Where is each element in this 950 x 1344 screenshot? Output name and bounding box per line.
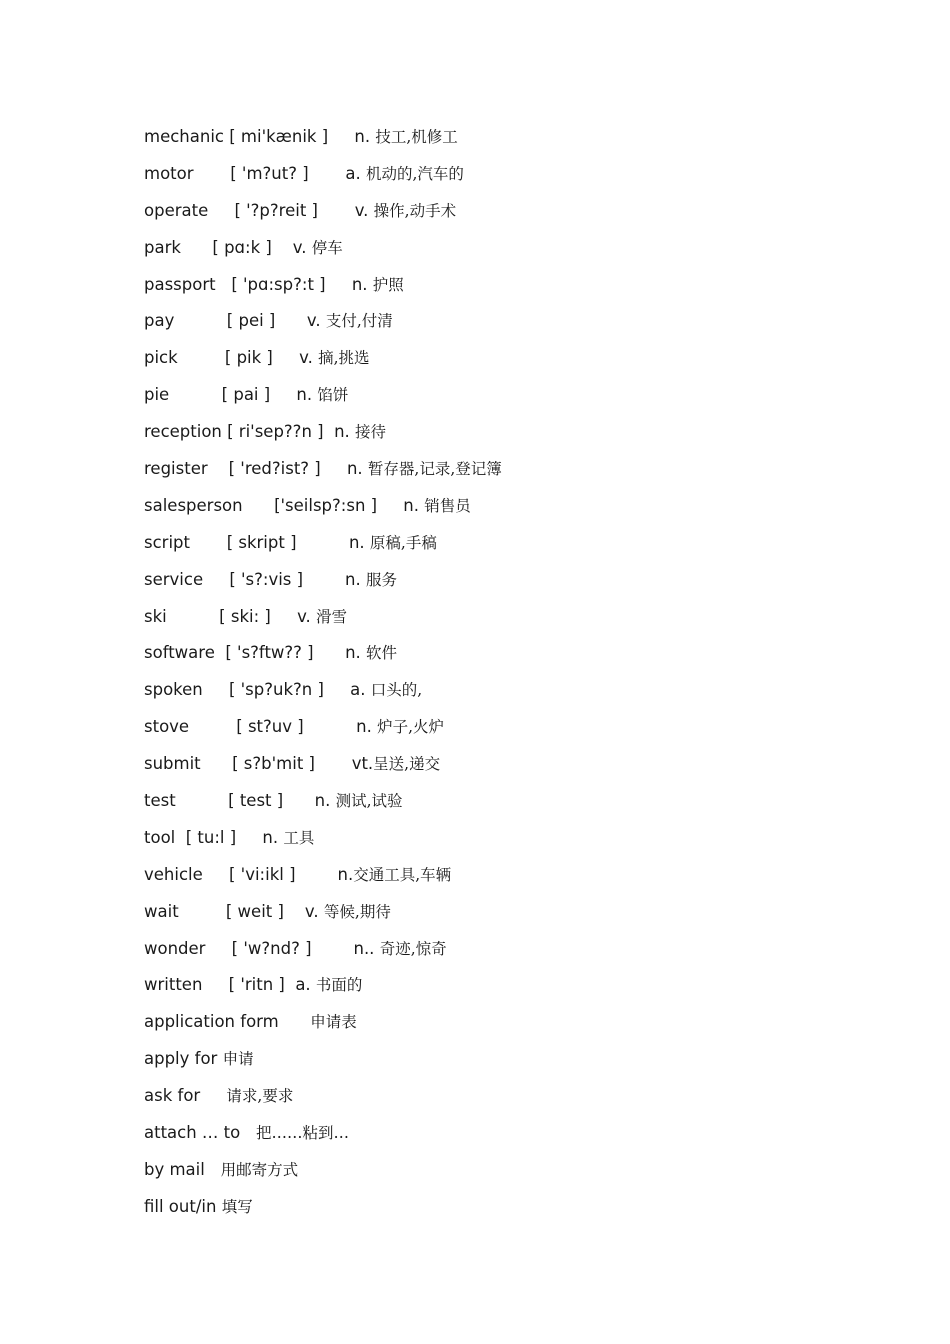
entry-english: service [ 's?:vis ] n. <box>144 569 366 589</box>
vocab-entry <box>144 308 502 345</box>
vocab-entry <box>144 899 502 936</box>
vocab-entry <box>144 198 502 235</box>
entry-english: pick [ pik ] v. <box>144 348 319 368</box>
entry-english: operate [ '?p?reit ] v. <box>144 200 374 220</box>
entry-english: pay [ pei ] v. <box>144 311 326 331</box>
entry-chinese: 炉子,火炉 <box>377 718 445 737</box>
entry-english: park [ pɑ:k ] v. <box>144 237 312 257</box>
vocab-entry <box>144 124 502 161</box>
entry-chinese: 停车 <box>311 238 343 257</box>
entry-chinese: 书面的 <box>315 976 363 995</box>
entry-english: vehicle [ 'vi:ikl ] n. <box>144 864 354 884</box>
vocab-entry <box>144 751 502 788</box>
vocab-entry <box>144 235 502 272</box>
vocab-entry <box>144 677 502 714</box>
entry-chinese: 原稿,手稿 <box>369 533 437 552</box>
entry-english: wait [ weit ] v. <box>144 901 324 921</box>
entry-chinese: 用邮寄方式 <box>220 1160 299 1179</box>
entry-english: stove [ st?uv ] n. <box>144 717 378 737</box>
vocab-entry <box>144 972 502 1009</box>
entry-chinese: 操作,动手术 <box>373 201 457 220</box>
vocab-entry <box>144 640 502 677</box>
entry-chinese: 填写 <box>221 1197 253 1216</box>
entry-chinese: 服务 <box>366 570 398 589</box>
vocab-entry <box>144 456 502 493</box>
vocab-entry <box>144 272 502 309</box>
vocab-entry <box>144 161 502 198</box>
vocab-entry <box>144 567 502 604</box>
entry-chinese: 申请 <box>222 1050 254 1069</box>
entry-chinese: 支付,付清 <box>325 312 393 331</box>
entry-english: test [ test ] n. <box>144 791 336 811</box>
entry-chinese: 口头的, <box>370 681 423 700</box>
vocab-entry <box>144 493 502 530</box>
entry-english: spoken [ 'sp?uk?n ] a. <box>144 680 371 700</box>
vocab-entry <box>144 936 502 973</box>
entry-english: pie [ pai ] n. <box>144 385 318 405</box>
vocab-entry <box>144 862 502 899</box>
entry-english: by mail <box>144 1159 221 1179</box>
entry-chinese: 请求,要求 <box>226 1087 294 1106</box>
entry-chinese: 暂存器,记录,登记簿 <box>367 460 502 479</box>
vocab-entry <box>144 788 502 825</box>
vocab-entry <box>144 419 502 456</box>
vocab-entry <box>144 825 502 862</box>
entry-chinese: 摘,挑选 <box>318 349 370 368</box>
entry-chinese: 测试,试验 <box>335 792 403 811</box>
phrase-entry <box>144 1046 502 1083</box>
entry-english: passport [ 'pɑ:sp?:t ] n. <box>144 274 373 294</box>
entry-chinese: 交通工具,车辆 <box>353 865 452 884</box>
entry-english: fill out/in <box>144 1196 222 1216</box>
entry-chinese: 护照 <box>372 275 404 294</box>
entry-chinese: 申请表 <box>310 1013 357 1032</box>
phrase-entry <box>144 1009 502 1046</box>
vocabulary-list <box>144 124 502 1231</box>
entry-english: apply for <box>144 1049 223 1069</box>
entry-chinese: 销售员 <box>424 496 471 515</box>
entry-english: script [ skript ] n. <box>144 532 370 552</box>
entry-chinese: 等候,期待 <box>323 902 391 921</box>
phrase-entry <box>144 1157 502 1194</box>
entry-chinese: 技工,机修工 <box>375 128 458 146</box>
entry-english: attach … to <box>144 1123 256 1143</box>
entry-english: software [ 's?ftw?? ] n. <box>144 643 367 663</box>
entry-chinese: 奇迹,惊奇 <box>379 939 447 958</box>
vocab-entry <box>144 382 502 419</box>
entry-english: written [ 'ritn ] a. <box>144 975 316 995</box>
vocab-entry <box>144 714 502 751</box>
entry-english: reception [ ri'sep??n ] n. <box>144 422 356 442</box>
vocab-entry <box>144 530 502 567</box>
entry-chinese: 软件 <box>366 644 398 663</box>
entry-chinese: 呈送,递交 <box>373 755 441 774</box>
entry-chinese: 馅饼 <box>317 386 349 405</box>
entry-chinese: 接待 <box>355 423 387 442</box>
entry-english: submit [ s?b'mit ] vt. <box>144 754 374 774</box>
entry-english: register [ 'red?ist? ] n. <box>144 459 368 479</box>
entry-english: tool [ tu:l ] n. <box>144 827 284 847</box>
entry-english: ask for <box>144 1086 227 1106</box>
vocab-entry <box>144 345 502 382</box>
entry-english: motor [ 'm?ut? ] a. <box>144 163 366 183</box>
entry-english: mechanic [ mi'kænik ] n. <box>144 127 376 146</box>
phrase-entry <box>144 1194 502 1231</box>
entry-english: application form <box>144 1012 311 1032</box>
entry-chinese: 工具 <box>283 828 315 847</box>
entry-chinese: 把……粘到… <box>255 1124 349 1143</box>
entry-english: ski [ ski: ] v. <box>144 606 317 626</box>
entry-chinese: 滑雪 <box>316 607 348 626</box>
entry-chinese: 机动的,汽车的 <box>365 164 464 183</box>
phrase-entry <box>144 1083 502 1120</box>
entry-english: wonder [ 'w?nd? ] n.. <box>144 938 380 958</box>
phrase-entry <box>144 1120 502 1157</box>
vocab-entry <box>144 604 502 641</box>
entry-english: salesperson ['seilsp?:sn ] n. <box>144 495 425 515</box>
